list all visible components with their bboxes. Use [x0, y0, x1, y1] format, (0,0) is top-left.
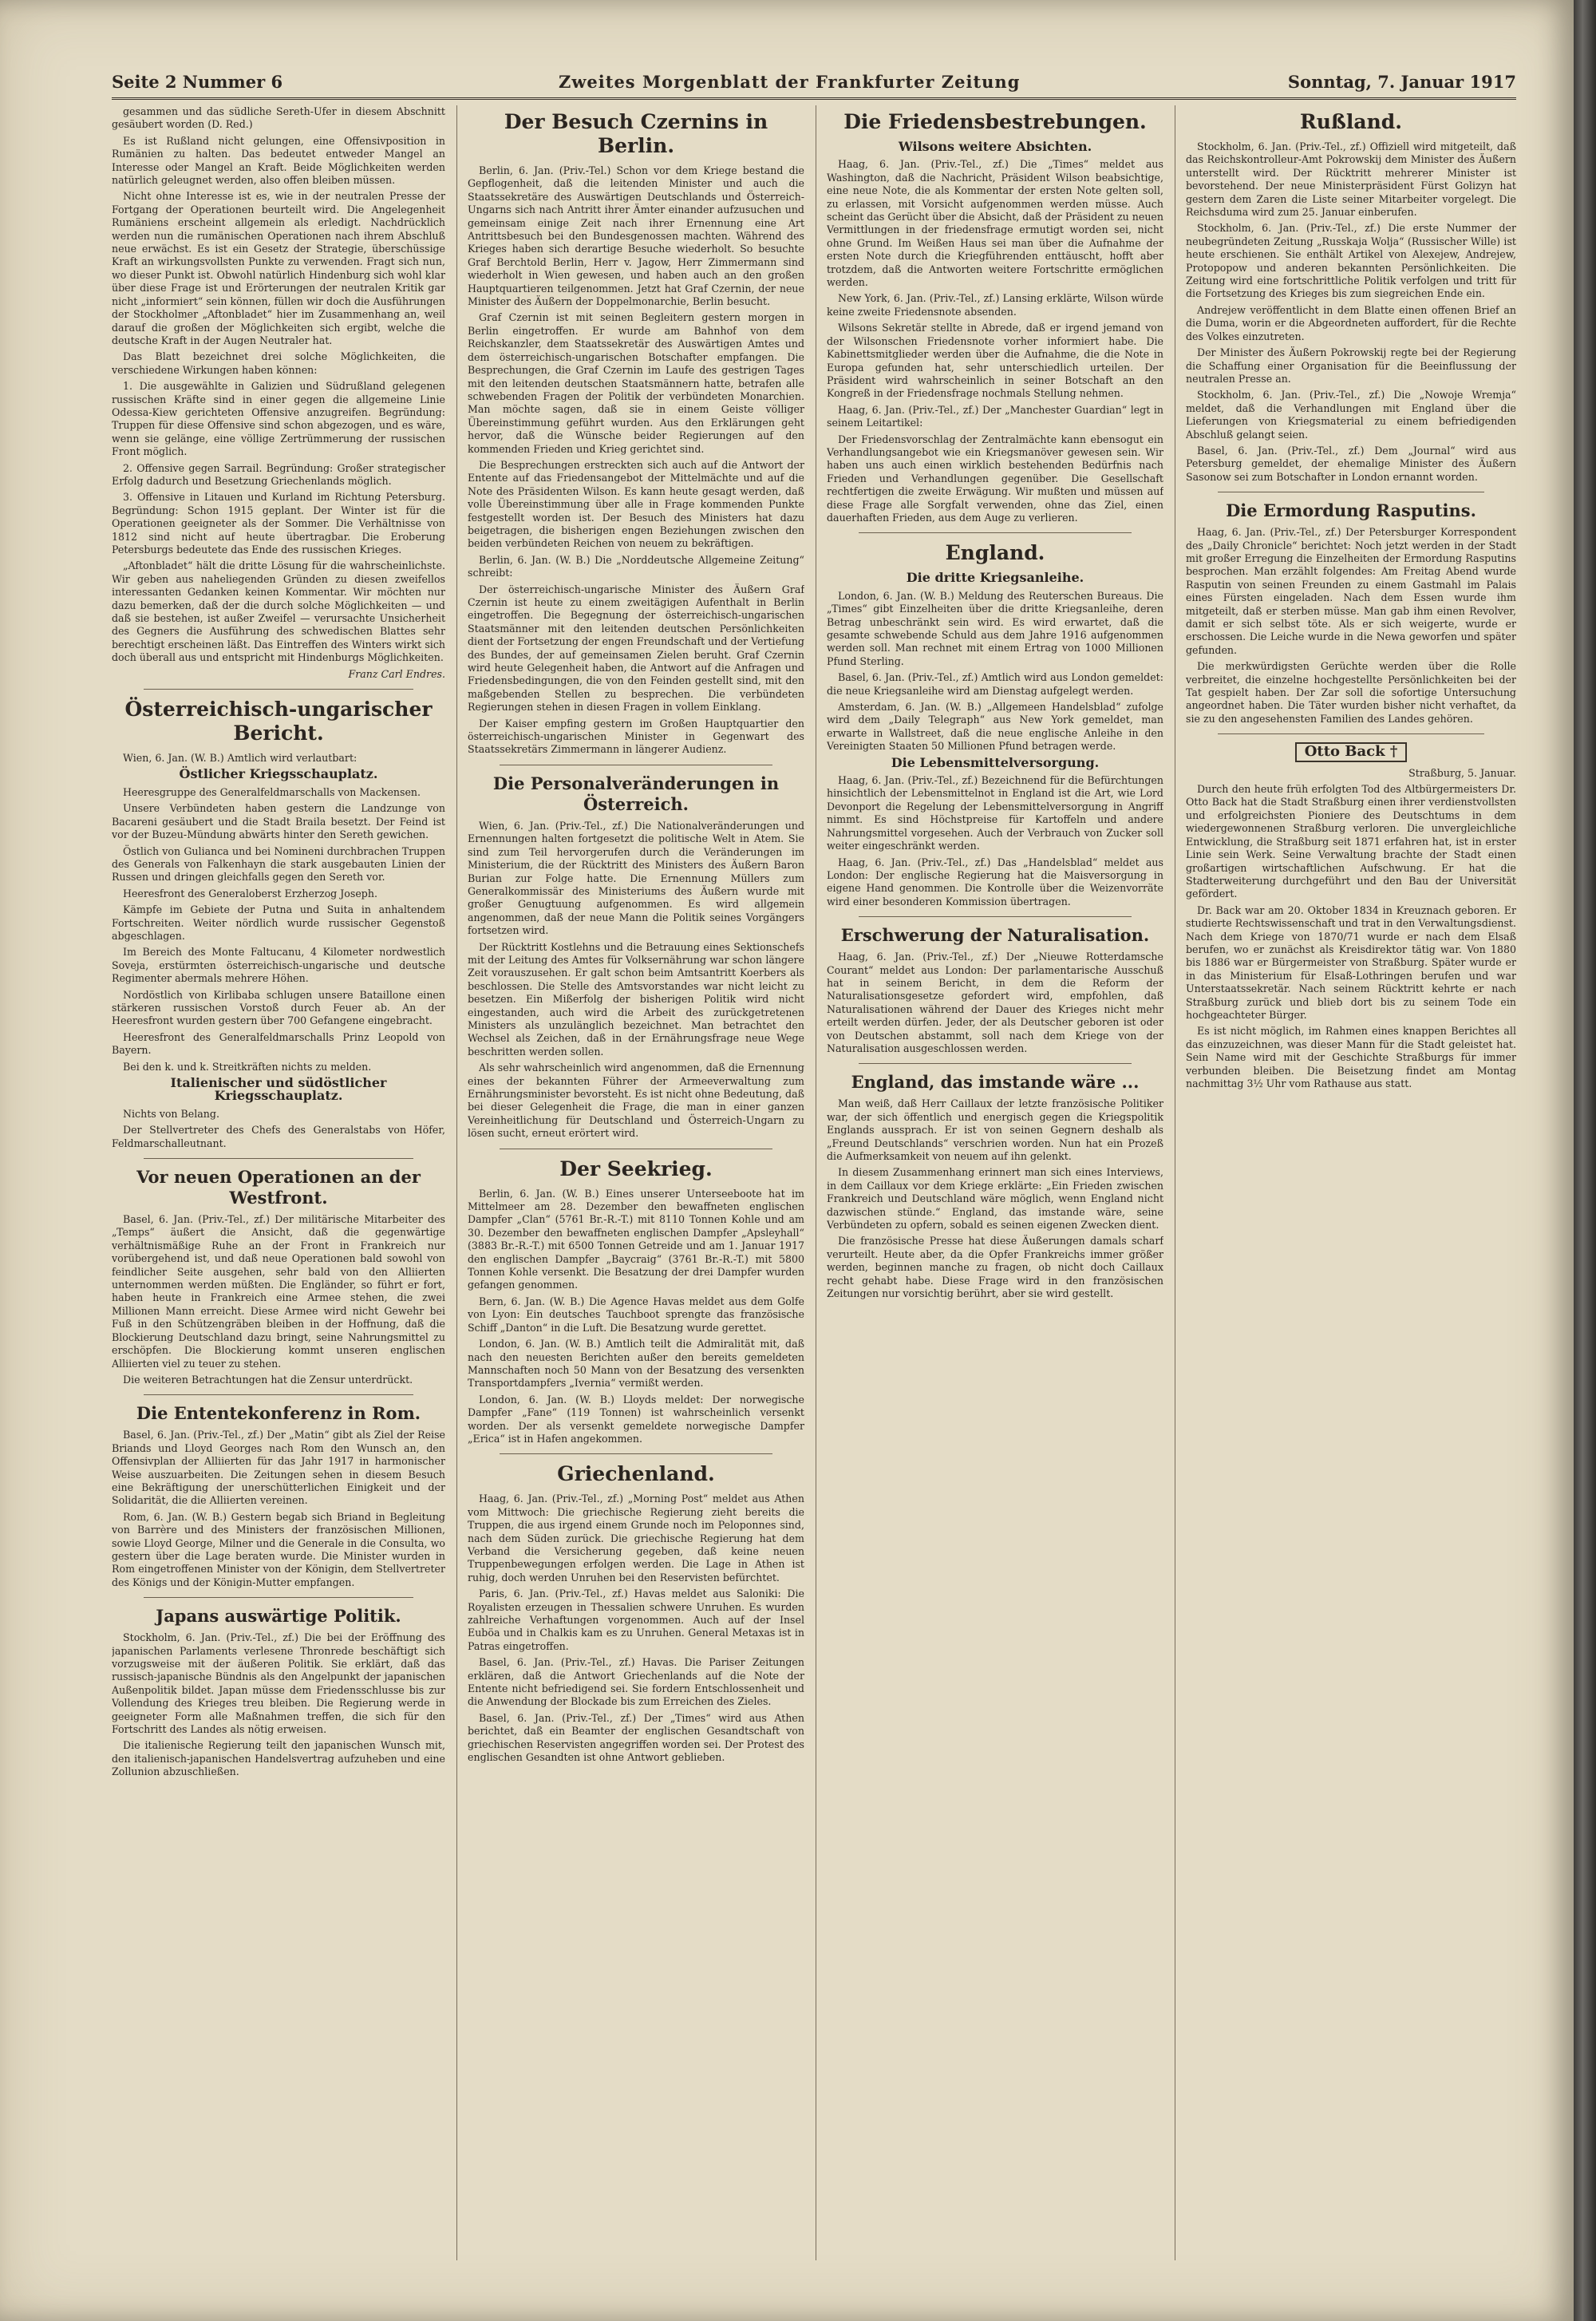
paragraph: London, 6. Jan. (W. B.) Amtlich teilt die Admiralität mit, daß nach den neuesten Berichten außer den bereits gemeldeten Mannschaften noch 50 Mann von der Besatzung des versenkten Transportdampfers „Ivernia“ vermißt werden. — [468, 1338, 804, 1390]
author-signature: Franz Carl Endres. — [348, 667, 445, 680]
newspaper-title: Zweites Morgenblatt der Frankfurter Zeitung — [559, 72, 1021, 92]
paragraph: Berlin, 6. Jan. (W. B.) Die „Norddeutsche Allgemeine Zeitung“ schreibt: — [468, 553, 804, 579]
column-rule — [456, 105, 457, 2260]
paragraph: Andrejew veröffentlicht in dem Blatte einen offenen Brief an die Duma, worin er die Abgeordneten auffordert, für die Rechte des Volkes einzutreten. — [1186, 303, 1516, 342]
headline: Die Ententekonferenz in Rom. — [136, 1403, 421, 1424]
paragraph: Basel, 6. Jan. (Priv.-Tel., zf.) Amtlich wird aus London gemeldet: die neue Kriegsanleihe wird am Dienstag aufgelegt werden. — [827, 671, 1163, 697]
paragraph: Dr. Back war am 20. Oktober 1834 in Kreuznach geboren. Er studierte Rechtswissenschaft und trat in den Verwaltungsdienst. Nach dem Kriege von 1870/71 wurde er nach dem Elsaß berufen, wo er zunächst als Kreisdirektor tätig war. Von 1880 bis 1886 war er Bürgermeister von Straßburg. Später wurde er in das Ministerium für Elsaß-Lothringen berufen und war Unterstaatssekretär. Nach seinem Rücktritt kehrte er nach Straßburg zurück und blieb dort bis zu seinem Tode ein hochgeachteter Bürger. — [1186, 903, 1516, 1021]
headline: Der Besuch Czernins in Berlin. — [504, 110, 768, 157]
paragraph: Bern, 6. Jan. (W. B.) Die Agence Havas meldet aus dem Golfe von Lyon: Ein deutsches Tauchboot sprengte das französische Schiff „Danton“ in die Luft. Die Besatzung wurde gerettet. — [468, 1295, 804, 1334]
column-2 — [468, 105, 804, 2276]
paragraph: Haag, 6. Jan. (Priv.-Tel., zf.) Der „Manchester Guardian“ legt in seinem Leitartikel: — [827, 403, 1163, 429]
paragraph: Der Stellvertreter des Chefs des Generalstabs von Höfer, Feldmarschalleutnant. — [112, 1124, 445, 1149]
dateline: Straßburg, 5. Januar. — [1408, 766, 1516, 779]
paragraph: „Aftonbladet“ hält die dritte Lösung für die wahrscheinlichste. Wir geben aus naheliegenden Gründen zu diesen zweifellos interessanten Gedanken keinen Kommentar. Wir möchten nur dazu bemerken, daß der die durch solche Möglichkeiten — und daß sie bestehen, ist außer Zweifel — verursachte Unsicherheit des Gegners die Ausführung des schwedischen Blattes sehr berechtigt erscheinen läßt. Das Eintreffen des Winters wirkt sich doch überall aus und entspricht mit Hindenburgs Möglichkeiten. — [112, 559, 445, 664]
paragraph: Heeresgruppe des Generalfeldmarschalls von Mackensen. — [123, 785, 421, 798]
paragraph: Stockholm, 6. Jan. (Priv.-Tel., zf.) Die erste Nummer der neubegründeten Zeitung „Russkaja Wolja“ (Russischer Wille) ist heute erschienen. Sie enthält Artikel von Alexejew, Andrejew, Protopopow und anderen bekannten Persönlichkeiten. Die Zeitung wird eine fortschrittliche Politik verfolgen und tritt für die Fortsetzung des Krieges bis zum siegreichen Ende ein. — [1186, 222, 1516, 300]
column-1 — [112, 105, 445, 2276]
page-number: Seite 2 Nummer 6 — [112, 72, 283, 92]
headline: Rußland. — [1299, 110, 1402, 133]
headline: Japans auswärtige Politik. — [156, 1606, 401, 1627]
paragraph: Östlich von Gulianca und bei Nomineni durchbrachen Truppen des Generals von Falkenhayn die stark ausgebauten Linien der Russen und dringen gleichfalls gegen den Sereth vor. — [112, 844, 445, 884]
paragraph: Das Blatt bezeichnet drei solche Möglichkeiten, die verschiedene Wirkungen haben können: — [112, 350, 445, 376]
headline: Vor neuen Operationen an der Westfront. — [136, 1167, 421, 1208]
paragraph: In diesem Zusammenhang erinnert man sich eines Interviews, in dem Caillaux vor dem Kriege erklärte: „Ein Frieden zwischen Frankreich und Deutschland wäre möglich, wenn England nicht dazwischen stünde.“ England, das imstande wäre, seine Verbündeten zu opfern, sobald es seinen eigenen Zwecken dient. — [827, 1166, 1163, 1232]
subheadline: Italienischer und südöstlicher Kriegsschauplatz. — [170, 1075, 387, 1104]
headline: Der Seekrieg. — [559, 1157, 713, 1180]
headline: Die Friedensbestrebungen. — [843, 110, 1147, 133]
paragraph: Die Besprechungen erstreckten sich auch auf die Antwort der Entente auf das Friedensangebot der Mittelmächte und auf die Note des Präsidenten Wilson. Es kann heute gesagt werden, daß volle Übereinstimmung über alle in Frage kommenden Punkte festgestellt worden ist. Der Besuch des Ministers hat dazu beigetragen, die bisherigen engen Beziehungen zwischen den beiden verbündeten Reichen von neuem zu bekräftigen. — [468, 458, 804, 550]
paragraph: Basel, 6. Jan. (Priv.-Tel., zf.) Der militärische Mitarbeiter des „Temps“ äußert die Ansicht, daß die gegenwärtige verhältnismäßige Ruhe an der Front in Frankreich nur vorübergehend ist, und daß neue Operationen bald sowohl von feindlicher Seite ausgehen, sehr bald von den Alliierten unternommen werden müßten. Die Engländer, so führt er fort, haben heute in Frankreich eine Armee stehen, die zwei Millionen Mann erreicht. Diese Armee wird nicht Gewehr bei Fuß in den Schützengräben bleiben in der Hoffnung, daß die Blockierung Deutschland dazu bringt, seine Nahrungsmittel zu erschöpfen. Die Blockierung kommt unseren englischen Alliierten viel zu teuer zu stehen. — [112, 1213, 445, 1370]
paragraph: Der Friedensvorschlag der Zentralmächte kann ebensogut ein Verhandlungsangebot wie ein Kriegsmanöver gewesen sein. Wir haben uns auch einen wirklich bestehenden Bedürfnis nach Frieden und Verhandlungen gegenüber. Die Gesellschaft rechtfertigen die zweite Erwägung. Wir mußten und müssen auf diese Frage alle Sorgfalt verwenden, ohne das Ziel, einen dauerhaften Frieden, aus dem Auge zu verlieren. — [827, 433, 1163, 524]
issue-date: Sonntag, 7. Januar 1917 — [1287, 72, 1516, 92]
paragraph: Basel, 6. Jan. (Priv.-Tel., zf.) Der „Matin“ gibt als Ziel der Reise Briands und Lloyd Georges nach Rom den Wunsch an, den Offensivplan der Alliierten für das Jahr 1917 in harmonischer Weise auszuarbeiten. Die Zeitungen sehen in diesem Besuch eine Bekräftigung der unerschütterlichen Einigkeit und der Solidarität, die die Alliierten vereinen. — [112, 1429, 445, 1507]
headline: England, das imstande wäre ... — [851, 1072, 1140, 1093]
paragraph: Haag, 6. Jan. (Priv.-Tel., zf.) Die „Times“ meldet aus Washington, daß die Nachricht, Präsident Wilson beabsichtige, eine neue Note, die als Kommentar der ersten Note gelten soll, zu erlassen, mit Vorsicht aufgenommen werden müsse. Auch scheint das Gerücht über die Absicht, daß der Präsident zu neuen Vermittlungen in der friedensfrage ermutigt worden sei, nicht ohne Grund. Im Weißen Haus sei man über die Aufnahme der ersten Note durch die Kriegführenden enttäuscht, hofft aber trotzdem, daß die Antworten weitere Fortschritte ermöglichen werden. — [827, 158, 1163, 289]
headline: Die Personalveränderungen in Österreich. — [492, 773, 780, 814]
paragraph: New York, 6. Jan. (Priv.-Tel., zf.) Lansing erklärte, Wilson würde keine zweite Friedensnote absenden. — [827, 292, 1163, 318]
paragraph: Stockholm, 6. Jan. (Priv.-Tel., zf.) Offiziell wird mitgeteilt, daß das Reichskontrolleur-Amt Pokrowskij dem Minister des Äußern unterstellt wird. Der Rücktritt mehrerer Minister ist bevorstehend. Der neue Ministerpräsident Fürst Golizyn hat gestern dem Zaren die Liste seiner Mitarbeiter vorgelegt. Die Reichsduma wird zum 25. Januar einberufen. — [1186, 140, 1516, 219]
paragraph: London, 6. Jan. (W. B.) Lloyds meldet: Der norwegische Dampfer „Fane“ (119 Tonnen) ist wahrscheinlich versenkt worden. Der als versenkt gemeldete norwegische Dampfer „Erica“ ist in Hafen angekommen. — [468, 1393, 804, 1445]
headline: England. — [945, 541, 1045, 565]
paragraph: Bei den k. und k. Streitkräften nichts zu melden. — [123, 1060, 372, 1073]
headline: Die Ermordung Rasputins. — [1226, 500, 1476, 521]
paragraph: Nordöstlich von Kirlibaba schlugen unsere Bataillone einen stärkeren russischen Vorstoß durch Feuer ab. An der Heeresfront wurden gestern über 700 Gefangene eingebracht. — [112, 988, 445, 1027]
column-4 — [1186, 105, 1516, 2276]
paragraph: 1. Die ausgewählte in Galizien und Südrußland gelegenen russischen Kräfte sind in einer gegen die allgemeine Linie Odessa-Kiew gerichteten Offensive anzugreifen. Begründung: Truppen für diese Offensive sind schon abgezogen, und es wäre, wenn sie gelänge, eine völlige Zertrümmerung der russischen Front möglich. — [112, 380, 445, 458]
paragraph: Die italienische Regierung teilt den japanischen Wunsch mit, den italienisch-japanischen Handelsvertrag aufzuheben und eine Zollunion abzuschließen. — [112, 1739, 445, 1778]
column-3 — [827, 105, 1163, 2276]
headline: Österreichisch-ungarischer Bericht. — [124, 698, 433, 745]
paragraph: Stockholm, 6. Jan. (Priv.-Tel., zf.) Die bei der Eröffnung des japanischen Parlaments verlesene Thronrede beschäftigt sich vorzugsweise mit der äußeren Politik. Sie erklärt, daß das russisch-japanische Bündnis als den Angelpunkt der japanischen Außenpolitik bildet. Japan müsse dem Friedensschlusse bis zur Vollendung des Krieges treu bleiben. Die Regierung werde in geeigneter Form alle Maßnahmen treffen, die sich für den Fortschritt des Landes als nötig erweisen. — [112, 1631, 445, 1736]
paragraph: Basel, 6. Jan. (Priv.-Tel., zf.) Der „Times“ wird aus Athen berichtet, daß ein Beamter der englischen Gesandtschaft von griechischen Reservisten angegriffen worden sei. Der Protest des englischen Gesandten ist ohne Antwort geblieben. — [468, 1711, 804, 1764]
paragraph: Haag, 6. Jan. (Priv.-Tel., zf.) Der „Nieuwe Rotterdamsche Courant“ meldet aus London: Der parlamentarische Ausschuß hat in seinem Bericht, in dem die Reform der Naturalisationsgesetze gefordert wird, empfohlen, daß Naturalisationen während der Dauer des Krieges nicht mehr erteilt werden dürfen. Jeder, der als Deutscher geboren ist oder von Deutschen abstammt, soll nach dem Kriege von der Naturalisation ausgeschlossen werden. — [827, 951, 1163, 1054]
obituary-title: Otto Back † — [1295, 742, 1408, 761]
paragraph: 3. Offensive in Litauen und Kurland im Richtung Petersburg. Begründung: Schon 1915 geplant. Der Winter ist für die Operationen geeigneter als der Sommer. Die Verhältnisse von 1812 sind nicht auf heute übertragbar. Die Eroberung Petersburgs bedeutete das Ende des russischen Krieges. — [112, 491, 445, 556]
paragraph: Haag, 6. Jan. (Priv.-Tel., zf.) Der Petersburger Korrespondent des „Daily Chronicle“ berichtet: Noch jetzt werden in der Stadt mit großer Erregung die Einzelheiten der Ermordung Rasputins besprochen. Man erzählt folgendes: Am Freitag Abend wurde Rasputin von seinen Freunden zu einem Gastmahl im Palais eines Fürsten eingeladen. Nach dem Essen wurde ihm mitgeteilt, daß er sterben müsse. Man gab ihm einen Revolver, damit er sich selbst töte. Als er sich weigerte, wurde er erschossen. Die Leiche wurde in die Newa geworfen und später gefunden. — [1186, 526, 1516, 656]
paragraph: Die weiteren Betrachtungen hat die Zensur unterdrückt. — [123, 1373, 413, 1386]
paragraph: Berlin, 6. Jan. (Priv.-Tel.) Schon vor dem Kriege bestand die Gepflogenheit, daß die leitenden Minister und auch die Staatssekretäre des Auswärtigen Deutschlands und Österreich-Ungarns sich nach Antritt ihrer Ämter einander aufzusuchen und gemeinsam einige Zeit nach ihrer Ernennung eine Art Antrittsbesuch bei den Bundesgenossen machten. Während des Krieges haben sich derartige Besuche wiederholt. So besuchte Graf Berchtold Berlin, Herr v. Jagow, Herr Zimmermann sind wiederholt in Wien gewesen, und haben auch an den großen Hauptquartieren teilgenommen. Jetzt hat Graf Czernin, der neue Minister des Äußern der Doppelmonarchie, Berlin besucht. — [468, 164, 804, 308]
subheadline: Wilsons weitere Absichten. — [898, 139, 1092, 154]
paragraph: Berlin, 6. Jan. (W. B.) Eines unserer Unterseeboote hat im Mittelmeer am 28. Dezember den bewaffneten englischen Dampfer „Clan“ (5761 Br.-R.-T.) mit 8110 Tonnen Kohle und am 30. Dezember den bewaffneten englischen Dampfer „Apsleyhall“ (3883 Br.-R.-T.) mit 6500 Tonnen Getreide und am 1. Januar 1917 den englischen Dampfer „Baycraig“ (3761 Br.-R.-T.) mit 5800 Tonnen Kohle versenkt. Die Besatzung der drei Dampfer wurden gefangen genommen. — [468, 1187, 804, 1291]
headline: Griechenland. — [557, 1462, 715, 1486]
paragraph: Die merkwürdigsten Gerüchte werden über die Rolle verbreitet, die einzelne hochgestellte Persönlichkeiten bei der Tat gespielt haben. Der Zar soll die sofortige Untersuchung angeordnet haben. Die Täter wurden bisher nicht verhaftet, da sie zu den angesehensten Familien des Landes gehören. — [1186, 660, 1516, 725]
subheadline: Die Lebensmittelversorgung. — [891, 754, 1100, 770]
paragraph: Wilsons Sekretär stellte in Abrede, daß er irgend jemand von der Wilsonschen Friedensnote vorher informiert habe. Die Kabinettsmitglieder werden über die Aufnahme, die die Note in Europa gefunden hat, sehr unterschiedlich urteilen. Der Präsident wird wahrscheinlich in seiner Botschaft an den Kongreß in der Friedensfrage nochmals Stellung nehmen. — [827, 322, 1163, 400]
paragraph: Nicht ohne Interesse ist es, wie in der neutralen Presse der Fortgang der Operationen beurteilt wird. Die Angelegenheit Rumäniens erscheint allgemein als erledigt. Nachdrücklich werden nun die rumänischen Operationen nach ihrem Abschluß neue erwächst. Es ist ein Gesetz der Strategie, überschüssige Kraft an wirkungsvollsten Punkte zu verwenden. Fragt sich nun, wo dieser Punkt ist. Obwohl natürlich Hindenburg sich wohl klar über diese Frage ist und Erörterungen der neutralen Kritik gar nicht „informiert“ sein können, füllen wir doch die Ausführungen der Stockholmer „Aftonbladet“ hier im Zusammenhang an, weil darauf die großen der Möglichkeiten sich ergibt, welche die deutsche Kraft in der Augen Neutraler hat. — [112, 190, 445, 346]
paragraph: 2. Offensive gegen Sarrail. Begründung: Großer strategischer Erfolg dadurch und Besetzung Griechenlands möglich. — [112, 461, 445, 487]
divider — [500, 1453, 772, 1454]
paragraph: Kämpfe im Gebiete der Putna und Suita in anhaltendem Fortschreiten. Weiter nördlich wurde russischer Gegenstoß abgeschlagen. — [112, 903, 445, 942]
paragraph: Amsterdam, 6. Jan. (W. B.) „Allgemeen Handelsblad“ zufolge wird dem „Daily Telegraph“ aus New York gemeldet, man erwarte in Wallstreet, daß die neue englische Anleihe in den Vereinigten Staaten 50 Millionen Pfund betragen werde. — [827, 701, 1163, 753]
paragraph: Graf Czernin ist mit seinen Begleitern gestern morgen in Berlin eingetroffen. Er wurde am Bahnhof von dem Reichskanzler, dem Staatssekretär des Auswärtigen Amtes und dem österreichisch-ungarischen Botschafter empfangen. Die Besprechungen, die Graf Czernin im Laufe des gestrigen Tages mit den leitenden deutschen Staatsmännern hatte, betrafen alle schwebenden Fragen der Politik der verbündeten Monarchien. Man möchte sagen, daß sie in einem Geiste völliger Übereinstimmung geführt wurden. Aus den Erklärungen geht hervor, daß die Wünsche beider Regierungen auf den kommenden Frieden und Krieg gerichtet sind. — [468, 311, 804, 455]
paragraph: Es ist Rußland nicht gelungen, eine Offensivposition in Rumänien zu halten. Das bedeutet entweder Mangel an Interesse oder Mangel an Kraft. Beide Möglichkeiten werden natürlich geleugnet werden, also offen bleiben müssen. — [112, 134, 445, 187]
paragraph: Die französische Presse hat diese Äußerungen damals scharf verurteilt. Heute aber, da die Opfer Frankreichs immer größer werden, beginnen manche zu fragen, ob nicht doch Caillaux recht gehabt habe. Diese Frage wird in den französischen Zeitungen nur vorsichtig berührt, aber sie wird gestellt. — [827, 1235, 1163, 1300]
divider — [144, 1158, 413, 1159]
divider — [859, 916, 1132, 917]
paragraph: Paris, 6. Jan. (Priv.-Tel., zf.) Havas meldet aus Saloniki: Die Royalisten erzeugen in Thessalien schwere Unruhen. Es wurden zahlreiche Verhaftungen vorgenommen. Auch auf der Insel Euböa und in Chalkis kam es zu Unruhen. General Metaxas ist in Patras eingetroffen. — [468, 1588, 804, 1652]
paragraph: Unsere Verbündeten haben gestern die Landzunge von Bacareni gesäubert und die Stadt Braila besetzt. Der Feind ist vor der Buzeu-Mündung abwärts hinter den Sereth gewichen. — [112, 802, 445, 841]
paragraph: Basel, 6. Jan. (Priv.-Tel., zf.) Dem „Journal“ wird aus Petersburg gemeldet, der ehemalige Minister des Äußern Sasonow sei zum Botschafter in London ernannt worden. — [1186, 444, 1516, 483]
paragraph: Es ist nicht möglich, im Rahmen eines knappen Berichtes all das einzuzeichnen, was dieser Mann für die Stadt geleistet hat. Sein Name wird mit der Geschichte Straßburgs für immer verbunden bleiben. Die Beisetzung findet am Montag nachmittag 3½ Uhr vom Rathause aus statt. — [1186, 1025, 1516, 1089]
masthead — [112, 70, 1516, 100]
subheadline: Östlicher Kriegsschauplatz. — [179, 766, 378, 782]
divider — [1218, 733, 1484, 734]
paragraph: Heeresfront des Generaloberst Erzherzog Joseph. — [123, 887, 377, 900]
paragraph: Haag, 6. Jan. (Priv.-Tel., zf.) „Morning Post“ meldet aus Athen vom Mittwoch: Die griechische Regierung zieht bereits die Truppen, die aus irgend einem Grunde noch im Peloponnes sind, nach dem Süden zurück. Die griechische Regierung hat dem Verband die Versicherung gegeben, daß keine neuen Truppenbewegungen erfolgen werden. Die Lage in Athen ist ruhig, doch werden Unruhen bei den Reservisten befürchtet. — [468, 1493, 804, 1584]
paragraph: Stockholm, 6. Jan. (Priv.-Tel., zf.) Die „Nowoje Wremja“ meldet, daß die Verhandlungen mit England über die Lieferungen von Kriegsmaterial zu einem befriedigenden Abschluß gelangt seien. — [1186, 389, 1516, 441]
paragraph: Wien, 6. Jan. (Priv.-Tel., zf.) Die Nationalveränderungen und Ernennungen halten fortgesetzt die politische Welt in Atem. Sie sind zum Teil hervorgerufen durch die Veränderungen im Ministerium, die der Rücktritt des Ministers des Äußern Baron Burian zur Folge hatte. Die Ernennung Müllers zum Generalkommissär des Ministeriums des Äußern wurde mit großer Genugtuung aufgenommen. Es wird allgemein angenommen, daß der neue Mann die Politik seines Vorgängers fortsetzen wird. — [468, 819, 804, 937]
divider — [144, 689, 413, 690]
paragraph: Rom, 6. Jan. (W. B.) Gestern begab sich Briand in Begleitung von Barrère und des Ministers der französischen Millionen, sowie Lloyd George, Milner und die Generale in die Consulta, wo gestern über die Lage beraten wurde. Die Minister wurden in Rom eingetroffenen Minister von der Königin, dem Stellvertreter des Königs und der Königin-Mutter empfangen. — [112, 1510, 445, 1588]
paragraph: Haag, 6. Jan. (Priv.-Tel., zf.) Das „Handelsblad“ meldet aus London: Der englische Regierung hat die Maisversorgung in eigene Hand genommen. Die Kontrolle über die Weizenvorräte wird einer besonderen Kommission übertragen. — [827, 856, 1163, 907]
paragraph: Haag, 6. Jan. (Priv.-Tel., zf.) Bezeichnend für die Befürchtungen hinsichtlich der Lebensmittelnot in England ist die Art, wie Lord Devonport die Regelung der Lebensmittelversorgung in Angriff nimmt. Es sind Höchstpreise für Kartoffeln und andere Nahrungsmittel vorgesehen. Auch der Verbrauch von Zucker soll weiter eingeschränkt werden. — [827, 774, 1163, 852]
paragraph: Basel, 6. Jan. (Priv.-Tel., zf.) Havas. Die Pariser Zeitungen erklären, daß die Antwort Griechenlands auf die Note der Entente nicht befriedigend sei. Sie fordern Entschlossenheit und die Anwendung der Blockade bis zum Erreichen des Zieles. — [468, 1656, 804, 1708]
paragraph: Im Bereich des Monte Faltucanu, 4 Kilometer nordwestlich Soveja, erstürmten österreichisch-ungarische und deutsche Regimenter abermals mehrere Höhen. — [112, 946, 445, 985]
paragraph: Der Rücktritt Kostlehns und die Betrauung eines Sektionschefs mit der Leitung des Amtes für Volksernährung war schon längere Zeit vorauszusehen. Er galt schon beim Amtsantritt Koerbers als beschlossen. Die Stelle des Amtsvorstandes war nicht leicht zu besetzen. Ein Mißerfolg der bisherigen Politik wird nicht eingestanden, auch wird die Arbeit des zurückgetretenen Ministers als unzulänglich bezeichnet. Man betrachtet den Wechsel als Zeichen, daß in der Ernährungsfrage neue Wege beschritten werden sollen. — [468, 940, 804, 1058]
paragraph: gesammen und das südliche Sereth-Ufer in diesem Abschnitt gesäubert worden (D. Red.) — [112, 105, 445, 131]
binding-edge — [1574, 0, 1596, 2321]
headline: Erschwerung der Naturalisation. — [840, 925, 1150, 946]
paragraph: Wien, 6. Jan. (W. B.) Amtlich wird verlautbart: — [123, 752, 358, 765]
paragraph: Durch den heute früh erfolgten Tod des Altbürgermeisters Dr. Otto Back hat die Stadt Straßburg einen ihrer verdienstvollsten und erfolgreichsten Pioniere des Deutschtums in dem wiedergewonnenen Straßburg verloren. Die unvergleichliche Entwicklung, die Straßburg seit 1871 erfahren hat, ist in erster Linie sein Werk. Seine Verwaltung brachte der Stadt einen großartigen wirtschaftlichen Aufschwung. Er hat die Stadterweiterung durchgeführt und den Bau der Universität gefördert. — [1186, 783, 1516, 900]
paragraph: London, 6. Jan. (W. B.) Meldung des Reuterschen Bureaus. Die „Times“ gibt Einzelheiten über die dritte Kriegsanleihe, deren Betrag unbeschränkt sein wird. Es wird erwartet, daß die gesamte schwebende Schuld aus dem Jahre 1916 aufgenommen werden soll. Man rechnet mit einem Ertrag von 1000 Millionen Pfund Sterling. — [827, 589, 1163, 667]
paragraph: Der Minister des Äußern Pokrowskij regte bei der Regierung die Schaffung einer Organisation für die Beeinflussung der neutralen Presse an. — [1186, 346, 1516, 385]
paragraph: Als sehr wahrscheinlich wird angenommen, daß die Ernennung eines der bekannten Führer der Armeeverwaltung zum Ernährungsminister bevorsteht. Es ist nicht ohne Bedeutung, daß bei dieser Gelegenheit die Frage, die man in einer ganzen Vereinheitlichung für Deutschland und Österreich-Ungarn zu lösen sucht, erneut erörtert wird. — [468, 1062, 804, 1140]
divider — [144, 1597, 413, 1598]
paragraph: Der österreichisch-ungarische Minister des Äußern Graf Czernin ist heute zu einem zweitägigen Aufenthalt in Berlin eingetroffen. Die Begegnung der österreichisch-ungarischen Staatsmänner mit den leitenden deutschen Persönlichkeiten dient der Fortsetzung der engen Freundschaft und der Vertiefung des Bundes, der auf gemeinsamen Zielen beruht. Graf Czernin wird heute Gelegenheit haben, die Antwort auf die Anfragen und Friedensbedingungen, die von den Feinden gestellt sind, mit den maßgebenden Stellen zu besprechen. Die verbündeten Regierungen stehen in diesen Fragen in vollem Einklang. — [468, 583, 804, 714]
paragraph: Man weiß, daß Herr Caillaux der letzte französische Politiker war, der sich öffentlich und energisch gegen die Kriegspolitik Englands aussprach. Er ist von seinen Gegnern deshalb als „Freund Deutschlands“ verschrien worden. Nun hat ein Prozeß die Aufmerksamkeit von neuem auf ihn gelenkt. — [827, 1097, 1163, 1162]
paragraph: Heeresfront des Generalfeldmarschalls Prinz Leopold von Bayern. — [112, 1030, 445, 1057]
divider — [144, 1394, 413, 1395]
paragraph: Der Kaiser empfing gestern im Großen Hauptquartier den österreichisch-ungarischen Minister in Gegenwart des Staatssekretärs Zimmermann in längerer Audienz. — [468, 717, 804, 756]
obituary-title-box — [1186, 742, 1516, 761]
divider — [859, 1063, 1132, 1064]
subheadline: Die dritte Kriegsanleihe. — [906, 570, 1084, 586]
paragraph: Nichts von Belang. — [123, 1107, 219, 1120]
divider — [859, 532, 1132, 533]
